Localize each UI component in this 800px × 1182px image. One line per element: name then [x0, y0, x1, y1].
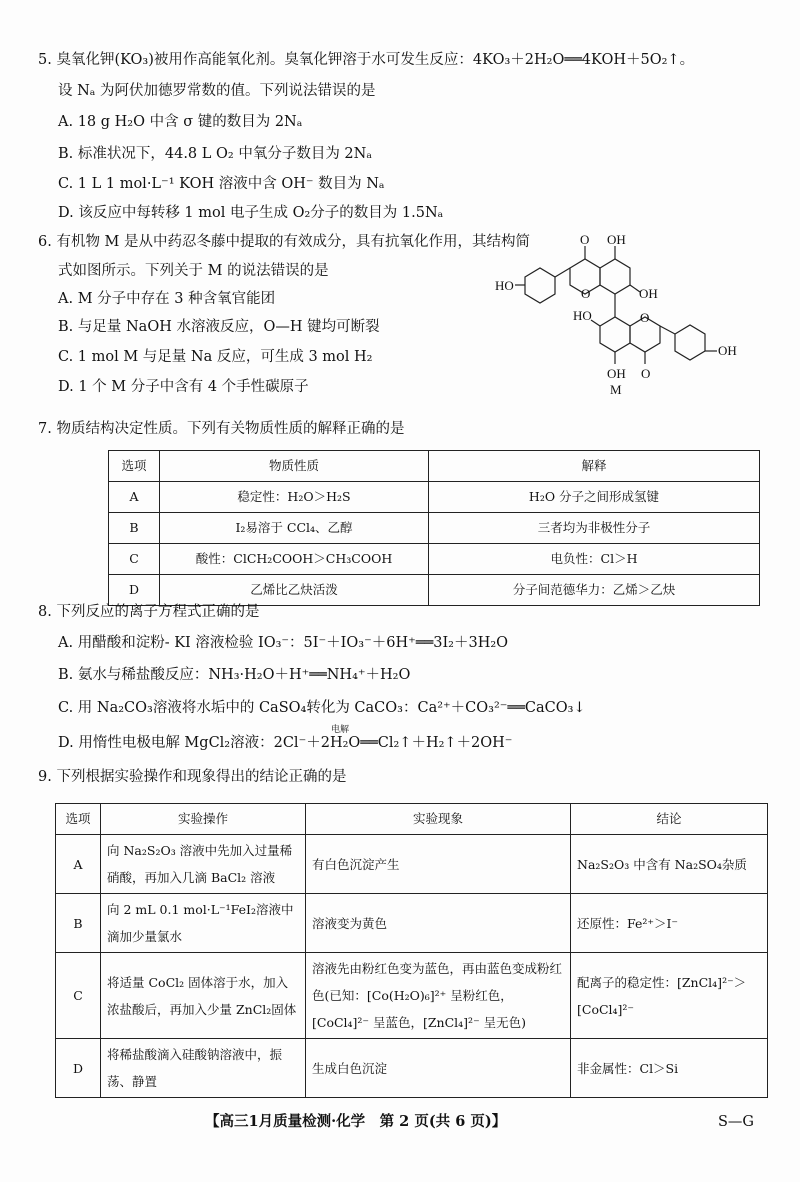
cell-property: 稳定性：H₂O＞H₂S [160, 482, 429, 513]
header-cell: 实验操作 [101, 804, 306, 835]
label-oh: OH [718, 343, 737, 358]
electrolysis-label: 电解 [331, 725, 350, 735]
cell-explanation: 分子间范德华力：乙烯＞乙炔 [429, 575, 760, 606]
label-oh: OH [639, 286, 658, 301]
q9-stem: 9. 下列根据实验操作和现象得出的结论正确的是 [38, 769, 347, 785]
header-cell: 解释 [429, 451, 760, 482]
q5-option-a: A. 18 g H₂O 中含 σ 键的数目为 2Nₐ [58, 114, 303, 130]
label-ho: HO [495, 278, 514, 293]
cell-property: 酸性：ClCH₂COOH＞CH₃COOH [160, 544, 429, 575]
cell-option: C [109, 544, 160, 575]
table-row [56, 1039, 768, 1098]
q6-option-b: B. 与足量 NaOH 水溶液反应，O—H 键均可断裂 [58, 319, 380, 335]
q9-table [55, 803, 768, 1098]
q5-stem-2: 设 Nₐ 为阿伏加德罗常数的值。下列说法错误的是 [58, 83, 376, 99]
cell-option: C [56, 953, 101, 1039]
molecule-name: M [610, 382, 622, 397]
cell-operation: 向 Na₂S₂O₃ 溶液中先加入过量稀硝酸，再加入几滴 BaCl₂ 溶液 [101, 835, 306, 894]
header-cell: 结论 [571, 804, 768, 835]
cell-conclusion: Na₂S₂O₃ 中含有 Na₂SO₄杂质 [571, 835, 768, 894]
cell-phenomenon: 生成白色沉淀 [306, 1039, 571, 1098]
cell-explanation: 三者均为非极性分子 [429, 513, 760, 544]
label-oh: OH [607, 232, 626, 247]
q6-stem: 6. 有机物 M 是从中药忍冬藤中提取的有效成分，具有抗氧化作用，其结构简 [38, 234, 531, 250]
cell-option: B [56, 894, 101, 953]
cell-phenomenon: 溶液变为黄色 [306, 894, 571, 953]
q7-stem: 7. 物质结构决定性质。下列有关物质性质的解释正确的是 [38, 421, 405, 437]
footer-code: S—G [718, 1114, 755, 1130]
q8-option-b: B. 氨水与稀盐酸反应：NH₃·H₂O＋H⁺══NH₄⁺＋H₂O [58, 667, 411, 683]
benzo-ring-top [600, 259, 630, 294]
cell-conclusion: 非金属性：Cl＞Si [571, 1039, 768, 1098]
q6-option-d: D. 1 个 M 分子中含有 4 个手性碳原子 [58, 379, 309, 395]
q5-stem: 5. 臭氧化钾(KO₃)被用作高能氧化剂。臭氧化钾溶于水可发生反应：4KO₃＋2H₂O══4KOH＋5O₂↑。 [38, 52, 695, 68]
cell-phenomenon: 有白色沉淀产生 [306, 835, 571, 894]
cell-property: I₂易溶于 CCl₄、乙醇 [160, 513, 429, 544]
label-o: O [581, 286, 591, 301]
q8-option-a: A. 用醋酸和淀粉- KI 溶液检验 IO₃⁻：5I⁻＋IO₃⁻＋6H⁺══3I₂＋3H₂O [58, 635, 509, 651]
cell-operation: 将适量 CoCl₂ 固体溶于水，加入浓盐酸后，再加入少量 ZnCl₂固体 [101, 953, 306, 1039]
header-cell: 实验现象 [306, 804, 571, 835]
phenol-ring-bottom [675, 325, 705, 360]
cell-phenomenon: 溶液先由粉红色变为蓝色，再由蓝色变成粉红色(已知：[Co(H₂O)₆]²⁺ 呈粉红色，[CoCl₄]²⁻ 呈蓝色，[ZnCl₄]²⁻ 呈无色) [306, 953, 571, 1039]
q8-stem: 8. 下列反应的离子方程式正确的是 [38, 604, 260, 620]
cell-option: D [109, 575, 160, 606]
label-ho: HO [573, 308, 592, 323]
label-o: O [580, 232, 590, 247]
q8-option-c: C. 用 Na₂CO₃溶液将水垢中的 CaSO₄转化为 CaCO₃：Ca²⁺＋CO₃²⁻══CaCO₃↓ [58, 700, 586, 716]
table-row [109, 575, 760, 606]
label-o: O [641, 366, 651, 381]
label-o: O [640, 310, 650, 325]
table-row [56, 953, 768, 1039]
cell-option: D [56, 1039, 101, 1098]
q5-option-b: B. 标准状况下，44.8 L O₂ 中氧分子数目为 2Nₐ [58, 146, 372, 162]
header-cell: 选项 [56, 804, 101, 835]
cell-operation: 向 2 mL 0.1 mol·L⁻¹FeI₂溶液中滴加少量氯水 [101, 894, 306, 953]
table-row [56, 894, 768, 953]
cell-conclusion: 还原性：Fe²⁺＞I⁻ [571, 894, 768, 953]
table-row [109, 544, 760, 575]
table-row [109, 482, 760, 513]
molecule-structure-m [495, 232, 785, 402]
cell-property: 乙烯比乙炔活泼 [160, 575, 429, 606]
q7-table [108, 450, 760, 606]
footer-title: 【高三1月质量检测·化学 第 2 页(共 6 页)】 [205, 1113, 507, 1130]
cell-operation: 将稀盐酸滴入硅酸钠溶液中，振荡、静置 [101, 1039, 306, 1098]
label-oh: OH [607, 366, 626, 381]
cell-explanation: 电负性：Cl＞H [429, 544, 760, 575]
phenol-ring-top [525, 268, 555, 303]
q6-option-c: C. 1 mol M 与足量 Na 反应，可生成 3 mol H₂ [58, 349, 373, 365]
cell-explanation: H₂O 分子之间形成氢键 [429, 482, 760, 513]
cell-option: B [109, 513, 160, 544]
table-row [109, 513, 760, 544]
q6-stem-2: 式如图所示。下列关于 M 的说法错误的是 [58, 263, 329, 279]
header-cell: 物质性质 [160, 451, 429, 482]
cell-option: A [109, 482, 160, 513]
benzo-ring-bottom [600, 317, 630, 352]
cell-option: A [56, 835, 101, 894]
table-header-row [56, 804, 768, 835]
q5-option-d: D. 该反应中每转移 1 mol 电子生成 O₂分子的数目为 1.5Nₐ [58, 205, 444, 221]
table-header-row [109, 451, 760, 482]
header-cell: 选项 [109, 451, 160, 482]
table-row [56, 835, 768, 894]
q8-option-d: D. 用惰性电极电解 MgCl₂溶液：2Cl⁻＋2H₂O══Cl₂↑＋H₂↑＋2OH⁻ [58, 735, 513, 751]
q5-option-c: C. 1 L 1 mol·L⁻¹ KOH 溶液中含 OH⁻ 数目为 Nₐ [58, 176, 385, 192]
q6-option-a: A. M 分子中存在 3 种含氧官能团 [58, 291, 276, 307]
cell-conclusion: 配离子的稳定性：[ZnCl₄]²⁻＞[CoCl₄]²⁻ [571, 953, 768, 1039]
